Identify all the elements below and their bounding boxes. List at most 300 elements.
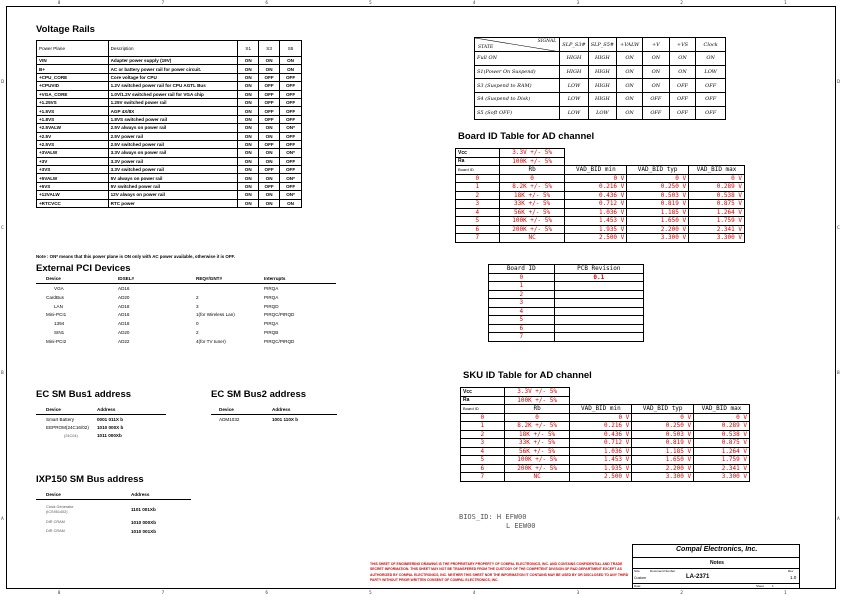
vr-cell-17-2: ON: [238, 199, 259, 207]
model-number: LA-2371: [686, 574, 710, 580]
sku-id-cell-7-1: NC: [504, 473, 570, 482]
vr-row: [37, 191, 302, 199]
pcb-rev-3: [554, 299, 643, 308]
state-col-4: +VS: [669, 38, 696, 52]
vr-cell-6-4: OFF: [280, 107, 302, 115]
sku-id-ra-row: [461, 396, 750, 405]
vr-cell-17-4: ON: [280, 199, 302, 207]
vr-cell-17-3: ON: [259, 199, 280, 207]
ec-smb1-header-device: Device: [46, 407, 61, 412]
vr-cell-16-2: ON: [238, 191, 259, 199]
vr-cell-17-1: RTC power: [108, 199, 238, 207]
vr-cell-4-4: OFF: [280, 90, 302, 98]
bios-id-line1: BIOS_ID: H EFW00: [459, 513, 527, 521]
tick-row-left-1: C: [1, 224, 4, 230]
board-id-max-header: VAD_BID max: [689, 166, 745, 175]
board-id-cell-6-1: 200K +/- 5%: [499, 225, 565, 234]
vr-cell-2-4: OFF: [280, 73, 302, 81]
vr-cell-11-3: ON: [259, 149, 280, 157]
ec-smb1-device-1: EEPROM(24C16/02): [46, 425, 89, 430]
sku-id-row: [461, 464, 750, 473]
vr-cell-14-4: ON*: [280, 174, 302, 182]
vr-row: [37, 115, 302, 123]
board-id-cell-5-2: 1.453 V: [565, 217, 627, 226]
pci-cell-0-0: VGA: [54, 286, 64, 291]
board-id-cell-4-2: 1.036 V: [565, 208, 627, 217]
board-id-cell-4-3: 1.185 V: [627, 208, 689, 217]
vr-cell-0-4: ON: [280, 57, 302, 65]
vr-cell-13-4: OFF: [280, 166, 302, 174]
sku-id-table: [460, 387, 750, 482]
vr-row: [37, 98, 302, 106]
tick-col-top-2: 6: [265, 0, 268, 5]
vr-cell-16-1: 12V always on power rail: [108, 191, 238, 199]
board-id-vcc-value: 3.3V +/- 5%: [499, 149, 565, 158]
state-cell-4-1: LOW: [560, 106, 588, 120]
vr-cell-3-1: 1.2V switched power rail for CPU AGTL Bus: [108, 82, 238, 90]
vr-cell-4-0: +VGA_CORE: [37, 90, 109, 98]
sku-id-cell-4-4: 1.264 V: [694, 447, 750, 456]
tick-col-top-3: 5: [369, 0, 372, 5]
board-id-cell-3-2: 0.712 V: [565, 200, 627, 209]
vr-row: [37, 174, 302, 182]
vr-cell-9-3: ON: [259, 132, 280, 140]
tick-col-bottom-5: 3: [576, 590, 580, 595]
board-id-row: [456, 217, 745, 226]
tb-divider-1: [632, 557, 800, 558]
pci-cell-3-3: PIRQC/PIRQD: [264, 312, 295, 318]
ixp-smb-address-0: 1101 001Xb: [131, 507, 156, 512]
vr-cell-6-3: OFF: [259, 107, 280, 115]
board-id-cell-3-0: 3: [456, 200, 500, 209]
vr-cell-1-4: ON: [280, 65, 302, 73]
state-cell-0-3: ON: [617, 52, 643, 66]
board-id-cell-6-2: 1.935 V: [565, 225, 627, 234]
state-cell-2-5: OFF: [669, 79, 696, 93]
pci-cell-2-1: AD18: [118, 303, 130, 309]
board-id-cell-0-0: 0: [456, 174, 500, 183]
board-id-cell-2-4: 0.538 V: [689, 191, 745, 200]
vr-cell-15-2: ON: [238, 182, 259, 190]
pcb-board-id-4: 4: [489, 307, 555, 316]
sku-id-cell-0-4: 0 V: [694, 413, 750, 422]
ec-smb1-device-2: (24C04): [64, 434, 78, 438]
sku-id-row: [461, 422, 750, 431]
sku-id-cell-7-4: 3.300 V: [694, 473, 750, 482]
tick-col-top-6: 2: [680, 0, 683, 5]
sku-id-cell-3-0: 3: [461, 439, 505, 448]
pcb-rev-5: [554, 316, 643, 325]
ixp-smb-device-0: Clock Generator (ICS951402): [46, 505, 74, 514]
vr-cell-7-0: +1.8VS: [37, 115, 109, 123]
sku-id-cell-2-0: 2: [461, 430, 505, 439]
board-id-cell-2-0: 2: [456, 191, 500, 200]
state-cell-0-4: ON: [643, 52, 670, 66]
vr-cell-15-3: OFF: [259, 182, 280, 190]
ec-smb1-divider: [36, 414, 166, 415]
pci-cell-0-3: PIRQA: [264, 286, 279, 291]
pcb-row: [489, 316, 644, 325]
vr-cell-0-1: Adapter power supply (19V): [108, 57, 238, 65]
vr-cell-3-3: OFF: [259, 82, 280, 90]
board-id-cell-3-3: 0.819 V: [627, 200, 689, 209]
pci-cell-0-1: AD16: [118, 286, 130, 291]
revision: 1.0: [790, 575, 797, 580]
vr-cell-1-3: ON: [259, 65, 280, 73]
sku-id-cell-7-0: 7: [461, 473, 505, 482]
tick-row-left-0: D: [1, 78, 5, 84]
pci-title: External PCI Devices: [36, 263, 131, 274]
tick-col-bottom-4: 4: [472, 590, 476, 595]
vr-row: [37, 149, 302, 157]
pci-cell-2-2: 3: [196, 303, 199, 309]
pcb-row: [489, 307, 644, 316]
ec-smb1-title: EC SM Bus1 address: [36, 389, 132, 400]
state-cell-1-3: ON: [617, 65, 643, 79]
vr-cell-8-2: ON: [238, 124, 259, 132]
pci-cell-4-3: PIRQA: [264, 321, 279, 327]
vr-cell-12-0: +3V: [37, 157, 109, 165]
board-id-cell-1-0: 1: [456, 183, 500, 192]
state-cell-2-3: ON: [617, 79, 643, 93]
sku-id-cell-0-0: 0: [461, 413, 505, 422]
pci-cell-4-2: 0: [196, 321, 199, 327]
tick-col-bottom-0: 8: [57, 590, 61, 595]
vr-cell-8-3: ON: [259, 124, 280, 132]
vr-cell-5-3: OFF: [259, 98, 280, 106]
sku-id-cell-6-0: 6: [461, 464, 505, 473]
state-cell-2-4: ON: [643, 79, 670, 93]
state-row: [475, 93, 726, 107]
board-id-cell-2-1: 18K +/- 5%: [499, 191, 565, 200]
state-cell-3-4: OFF: [643, 93, 670, 107]
board-id-typ-header: VAD_BID typ: [627, 166, 689, 175]
board-id-cell-5-1: 100K +/- 5%: [499, 217, 565, 226]
ec-smb2-title: EC SM Bus2 address: [211, 389, 307, 400]
vr-cell-9-0: +2.5V: [37, 132, 109, 140]
sku-id-cell-6-1: 200K +/- 5%: [504, 464, 570, 473]
board-id-ra-value: 100K +/- 5%: [499, 157, 565, 166]
ixp-smb-address-1: 1010 000Xb: [131, 520, 157, 525]
board-id-vcc-label: Vcc: [456, 149, 500, 158]
sku-id-cell-7-3: 3.300 V: [632, 473, 694, 482]
sku-id-id-header: Board ID: [461, 405, 505, 414]
sku-id-min-header: VAD_BID min: [570, 405, 632, 414]
ixp-smb-header-device: Device: [46, 492, 61, 497]
state-col-2: +VALW: [617, 38, 643, 52]
pci-cell-1-2: 2: [196, 294, 199, 300]
vr-cell-6-2: ON: [238, 107, 259, 115]
ixp-smb-header-address: Address: [131, 492, 150, 497]
board-id-row: [456, 191, 745, 200]
sku-id-cell-3-1: 33K +/- 5%: [504, 439, 570, 448]
board-id-id-header: Board ID: [456, 166, 500, 175]
board-id-cell-0-3: 0 V: [627, 174, 689, 183]
pcb-rev-1: [554, 282, 643, 291]
state-cell-3-0: S4 (Suspend to Disk): [475, 93, 560, 107]
vr-row: [37, 65, 302, 73]
ec-smb2-address-0: 1001 110X b: [272, 417, 299, 422]
vr-cell-14-0: +5VALW: [37, 174, 109, 182]
pci-cell-5-3: PIRQB: [264, 330, 279, 335]
sku-id-cell-3-3: 0.819 V: [632, 439, 694, 448]
state-cell-0-6: ON: [696, 52, 726, 66]
power-state-table: [474, 37, 726, 120]
bios-id-line2: L EEW00: [506, 522, 536, 530]
size-code: Custom: [634, 576, 647, 580]
vr-cell-14-2: ON: [238, 174, 259, 182]
pcb-rev-0: 0.1: [554, 273, 643, 282]
pcb-row: [489, 282, 644, 291]
state-cell-2-6: OFF: [696, 79, 726, 93]
tick-row-left-3: A: [1, 516, 4, 522]
vr-cell-0-0: VIN: [37, 57, 109, 65]
tick-row-right-2: B: [837, 370, 840, 376]
board-id-cell-7-4: 3.300 V: [689, 234, 745, 243]
sku-id-row: [461, 447, 750, 456]
vr-cell-13-2: ON: [238, 166, 259, 174]
pci-cell-4-1: AD18: [118, 321, 130, 327]
state-cell-1-4: ON: [643, 65, 670, 79]
sku-id-cell-2-2: 0.436 V: [570, 430, 632, 439]
state-row: [475, 52, 726, 66]
pci-cell-6-3: PIRQC/PIRQD: [264, 338, 295, 344]
vr-cell-9-1: 2.5V power rail: [108, 132, 238, 140]
pci-header-idsel: IDSEL#: [118, 276, 135, 281]
pci-header-device: Device: [46, 276, 61, 281]
sku-id-rb-header: Rb: [504, 405, 570, 414]
pcb-board-id-3: 3: [489, 299, 555, 308]
vr-cell-5-2: ON: [238, 98, 259, 106]
board-id-cell-0-1: 0: [499, 174, 565, 183]
vr-cell-3-4: OFF: [280, 82, 302, 90]
board-id-row: [456, 183, 745, 192]
pcb-board-id-6: 6: [489, 324, 555, 333]
state-row: [475, 79, 726, 93]
vr-cell-1-1: AC or battery power rail for power circuit.: [108, 65, 238, 73]
board-id-row: [456, 208, 745, 217]
vr-cell-11-2: ON: [238, 149, 259, 157]
vr-cell-15-4: OFF: [280, 182, 302, 190]
vr-cell-12-2: ON: [238, 157, 259, 165]
voltage-rails-table: [36, 40, 302, 208]
pci-header-req: REQ#/GNT#: [196, 276, 223, 281]
sku-id-vcc-label: Vcc: [461, 388, 505, 397]
tick-col-bottom-6: 2: [680, 590, 683, 595]
vr-row: [37, 199, 302, 207]
state-header-state: STATE: [478, 45, 494, 50]
pcb-rev-2: [554, 290, 643, 299]
pcb-row: [489, 273, 644, 282]
sku-id-cell-5-3: 1.650 V: [632, 456, 694, 465]
ec-smb2-header-device: Device: [219, 407, 234, 412]
doc-number-label: Document Number: [650, 569, 676, 573]
tick-col-bottom-3: 5: [369, 590, 372, 595]
board-id-cell-5-0: 5: [456, 217, 500, 226]
vr-cell-17-0: +RTCVCC: [37, 199, 109, 207]
sku-id-cell-1-1: 8.2K +/- 5%: [504, 422, 570, 431]
tick-col-bottom-2: 6: [265, 590, 268, 595]
pcb-rev-6: [554, 324, 643, 333]
board-id-cell-6-3: 2.200 V: [627, 225, 689, 234]
pci-cell-6-2: 4(for TV tuner): [196, 338, 226, 344]
board-id-cell-3-1: 33K +/- 5%: [499, 200, 565, 209]
vr-row: [37, 132, 302, 140]
vr-cell-9-2: ON: [238, 132, 259, 140]
sheet-title: Notes: [710, 560, 724, 566]
pci-cell-5-0: SIN1: [54, 330, 65, 335]
tick-col-top-4: 4: [472, 0, 476, 5]
sku-id-cell-5-1: 100K +/- 5%: [504, 456, 570, 465]
vr-cell-1-0: B+: [37, 65, 109, 73]
vr-cell-0-2: ON: [238, 57, 259, 65]
ec-smb1-address-2: 1011 000Xb: [97, 433, 122, 438]
vr-cell-7-2: ON: [238, 115, 259, 123]
vr-cell-5-0: +1.25VS: [37, 98, 109, 106]
sku-id-cell-0-2: 0 V: [570, 413, 632, 422]
sku-id-cell-4-0: 4: [461, 447, 505, 456]
vr-cell-14-3: ON: [259, 174, 280, 182]
state-cell-4-6: OFF: [696, 106, 726, 120]
sheet-number: 1: [772, 584, 774, 588]
vr-cell-11-1: 3.3V always on power rail: [108, 149, 238, 157]
vr-cell-12-3: ON: [259, 157, 280, 165]
sku-id-cell-3-4: 0.875 V: [694, 439, 750, 448]
board-id-row: [456, 174, 745, 183]
board-id-ra-row: [456, 157, 745, 166]
tick-col-bottom-7: 1: [784, 590, 787, 595]
board-id-cell-1-3: 0.250 V: [627, 183, 689, 192]
ec-smb2-device-0: ADM1032: [219, 417, 240, 422]
ixp-smb-title: IXP150 SM Bus address: [36, 474, 144, 485]
vr-cell-15-0: +5VS: [37, 182, 109, 190]
board-id-table: [455, 148, 745, 243]
vr-cell-3-2: ON: [238, 82, 259, 90]
board-id-cell-3-4: 0.875 V: [689, 200, 745, 209]
board-id-cell-6-4: 2.341 V: [689, 225, 745, 234]
vr-cell-8-0: +2.5VALW: [37, 124, 109, 132]
state-cell-1-2: HIGH: [588, 65, 616, 79]
state-cell-1-5: ON: [669, 65, 696, 79]
pcb-board-id-5: 5: [489, 316, 555, 325]
sku-id-row: [461, 430, 750, 439]
company-name: Compal Electronics, Inc.: [676, 546, 758, 553]
voltage-rails-note: Note : ON* means that this power plane is ON only with AC power available, otherwise it is OFF.: [36, 254, 235, 259]
state-cell-4-0: S5 (Soft OFF): [475, 106, 560, 120]
vr-cell-10-3: OFF: [259, 140, 280, 148]
sku-id-ra-label: Ra: [461, 396, 505, 405]
board-id-header-row: [456, 166, 745, 175]
disclaimer-text: THIS SHEET OF ENGINEERING DRAWING IS THE PROPRIETARY PROPERTY OF COMPAL ELECTRONICS, INC. AND CONTAINS CONFIDENTIAL AND TRADE SECRET INFORMATION. THIS SHEET MAY NOT BE TRANSFERED FROM THE CUSTODY OF THE COMPETENT DIVISION OF R&D DEPARTMENT EXCEPT AS AUTHORIZED BY COMPAL ELECTRONICS, INC. NEITHER THIS SHEET NOR THE INFORMATION IT CONTAINS MAY BE USED BY OR DISCLOSED TO ANY THIRD PARTY WITHOUT PRIOR WRITTEN CONSENT OF COMPAL ELECTRONICS, INC.: [370, 562, 629, 582]
pci-cell-5-2: 2: [196, 330, 199, 335]
ec-smb1-device-0: Smart Battery: [46, 417, 75, 422]
ixp-smb-divider: [36, 499, 191, 500]
vr-header-4: S5: [280, 41, 302, 57]
vr-row: [37, 182, 302, 190]
vr-cell-3-0: +CPUVID: [37, 82, 109, 90]
state-cell-0-2: HIGH: [588, 52, 616, 66]
state-cell-2-2: HIGH: [588, 79, 616, 93]
state-cell-2-0: S3 (Suspend to RAM): [475, 79, 560, 93]
pcb-board-id-2: 2: [489, 290, 555, 299]
rev-label: Rev: [788, 569, 794, 573]
vr-row: [37, 57, 302, 65]
vr-row: [37, 82, 302, 90]
state-header-signal: SIGNAL: [537, 39, 557, 44]
vr-cell-4-3: OFF: [259, 90, 280, 98]
pcb-board-id-7: 7: [489, 333, 555, 342]
tick-col-top-1: 7: [161, 0, 165, 5]
sku-id-cell-5-2: 1.453 V: [570, 456, 632, 465]
sku-id-row: [461, 439, 750, 448]
board-id-cell-5-4: 1.759 V: [689, 217, 745, 226]
board-id-cell-4-0: 4: [456, 208, 500, 217]
vr-cell-8-1: 2.5V always on power rail: [108, 124, 238, 132]
sku-id-cell-4-2: 1.036 V: [570, 447, 632, 456]
state-col-1: SLP_S5#: [588, 38, 616, 52]
pcb-board-id-0: 0: [489, 273, 555, 282]
pci-cell-2-3: PIRQD: [264, 303, 279, 309]
sku-id-row: [461, 413, 750, 422]
ec-smb1-header-address: Address: [97, 407, 116, 412]
vr-row: [37, 124, 302, 132]
pci-cell-2-0: LAN: [54, 303, 63, 309]
vr-cell-7-4: OFF: [280, 115, 302, 123]
vr-cell-2-1: Core voltage for CPU: [108, 73, 238, 81]
board-id-ra-label: Ra: [456, 157, 500, 166]
vr-cell-4-1: 1.0V/1.2V switched power rail for VGA chip: [108, 90, 238, 98]
sku-id-cell-6-3: 2.200 V: [632, 464, 694, 473]
vr-row: [37, 107, 302, 115]
vr-cell-6-0: +1.5VS: [37, 107, 109, 115]
vr-cell-10-4: OFF: [280, 140, 302, 148]
state-row: [475, 106, 726, 120]
vr-cell-2-0: +CPU_CORE: [37, 73, 109, 81]
pcb-header-1: PCB Revision: [554, 265, 643, 274]
pcb-row: [489, 299, 644, 308]
sku-id-cell-1-0: 1: [461, 422, 505, 431]
vr-cell-12-4: OFF: [280, 157, 302, 165]
state-cell-3-5: OFF: [669, 93, 696, 107]
tick-row-right-3: A: [837, 516, 840, 522]
pcb-revision-table: [488, 264, 644, 342]
tick-col-bottom-1: 7: [161, 590, 165, 595]
vr-cell-10-1: 2.5V switched power rail: [108, 140, 238, 148]
pci-cell-3-0: Mini-PCI1: [46, 312, 67, 318]
sku-id-cell-1-2: 0.216 V: [570, 422, 632, 431]
vr-cell-13-0: +3VS: [37, 166, 109, 174]
pcb-row: [489, 333, 644, 342]
board-id-cell-6-0: 6: [456, 225, 500, 234]
ixp-smb-address-2: 1010 001Xb: [131, 529, 157, 534]
sku-id-cell-6-2: 1.935 V: [570, 464, 632, 473]
vr-row: [37, 166, 302, 174]
board-id-cell-5-3: 1.650 V: [627, 217, 689, 226]
pci-cell-4-0: 1394: [54, 321, 65, 327]
tick-row-right-1: C: [837, 224, 840, 230]
state-cell-1-0: S1(Power On Suspend): [475, 65, 560, 79]
vr-cell-11-4: ON*: [280, 149, 302, 157]
state-cell-2-1: LOW: [560, 79, 588, 93]
board-id-cell-2-2: 0.436 V: [565, 191, 627, 200]
vr-cell-7-1: 1.8VS switched power rail: [108, 115, 238, 123]
vr-cell-0-3: ON: [259, 57, 280, 65]
ec-smb1-address-0: 0001 011X b: [97, 417, 124, 422]
board-id-min-header: VAD_BID min: [565, 166, 627, 175]
sheet-label: Sheet: [756, 584, 764, 588]
vr-cell-16-4: ON*: [280, 191, 302, 199]
vr-cell-2-3: OFF: [259, 73, 280, 81]
